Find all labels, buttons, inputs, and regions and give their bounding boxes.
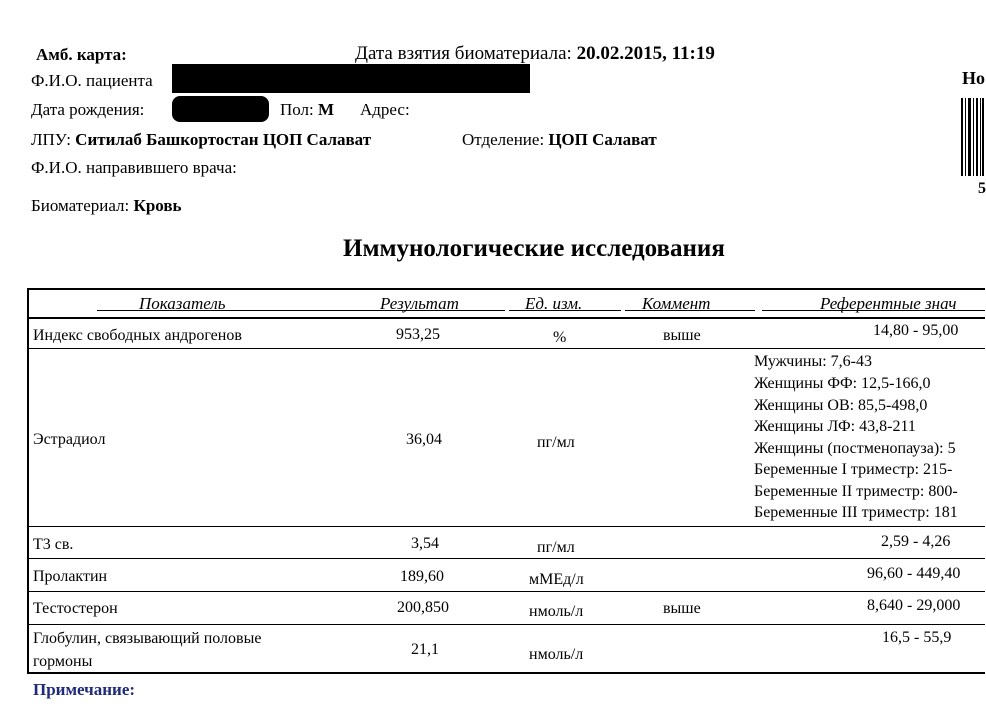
col-header-result: Результат (380, 294, 459, 313)
patient-label: Ф.И.О. пациента (31, 71, 153, 90)
sample-date-label: Дата взятия биоматериала: (355, 43, 572, 64)
row-2-result: 36,04 (406, 431, 442, 448)
biomaterial-value: Кровь (133, 196, 182, 215)
row-5-result: 200,850 (397, 599, 449, 616)
row-4-unit: мМЕд/л (529, 571, 584, 588)
department-label: Отделение: (462, 130, 545, 149)
right-edge-text: Но (962, 68, 986, 88)
row-2-reference-line: Женщины ЛФ: 43,8-211 (754, 418, 916, 435)
row-4-result: 189,60 (400, 568, 444, 585)
row-5-comment: выше (663, 600, 701, 617)
row-4-name: Пролактин (33, 568, 108, 585)
biomaterial-label: Биоматериал: (31, 196, 130, 215)
row-2-reference-line: Женщины (постменопауза): 5 (754, 440, 956, 457)
sex-label: Пол: (280, 100, 314, 119)
sample-date-value: 20.02.2015, 11:19 (576, 43, 715, 64)
row-2-reference-line: Женщины ОВ: 85,5-498,0 (754, 397, 928, 414)
col-header-unit: Ед. изм. (525, 294, 583, 313)
barcode-digit: 5 (978, 180, 986, 197)
row-2-reference-line: Беременные III триместр: 181 (754, 504, 958, 521)
row-6-name-cont: гормоны (33, 653, 93, 670)
department-value: ЦОП Салават (548, 130, 657, 149)
row-2-name: Эстрадиол (33, 431, 106, 448)
lpu-value: Ситилаб Башкортостан ЦОП Салават (75, 130, 372, 149)
address-label: Адрес: (360, 100, 410, 119)
row-2-unit: пг/мл (537, 434, 575, 451)
row-6-name: Глобулин, связывающий половые (33, 630, 262, 647)
col-header-reference: Референтные знач (820, 294, 957, 313)
row-1-name: Индекс свободных андрогенов (33, 327, 242, 344)
lpu-field (31, 131, 371, 148)
col-header-indicator: Показатель (139, 294, 226, 313)
card-label: Амб. карта: (36, 45, 127, 64)
sex-value: М (318, 100, 335, 119)
doctor-label: Ф.И.О. направившего врача: (31, 158, 237, 177)
row-6-result: 21,1 (411, 641, 439, 658)
results-table (27, 288, 985, 674)
redaction-patient-name (172, 64, 530, 93)
row-6-reference: 16,5 - 55,9 (882, 629, 952, 646)
row-1-result: 953,25 (396, 326, 440, 343)
sample-date (355, 44, 715, 63)
row-2-reference-line: Женщины ФФ: 12,5-166,0 (754, 375, 931, 392)
section-title: Иммунологические исследования (343, 235, 725, 262)
birth-label: Дата рождения: (31, 100, 145, 119)
note-label: Примечание: (33, 680, 136, 699)
department-field (462, 131, 657, 148)
row-1-comment: выше (663, 327, 701, 344)
row-5-reference: 8,640 - 29,000 (867, 597, 961, 614)
row-2-reference-line: Беременные II триместр: 800- (754, 483, 958, 500)
sex-field (280, 101, 334, 118)
row-4-reference: 96,60 - 449,40 (867, 565, 961, 582)
row-3-reference: 2,59 - 4,26 (881, 533, 951, 550)
row-5-unit: нмоль/л (529, 603, 584, 620)
row-2-reference-line: Мужчины: 7,6-43 (754, 353, 872, 370)
row-5-name: Тестостерон (33, 600, 118, 617)
lpu-label: ЛПУ: (31, 130, 71, 149)
row-1-unit: % (553, 329, 567, 346)
biomaterial-field (31, 197, 182, 214)
row-3-result: 3,54 (411, 535, 439, 552)
row-6-unit: нмоль/л (529, 646, 584, 663)
col-header-comment: Коммент (642, 294, 711, 313)
row-3-name: Т3 св. (33, 536, 74, 553)
row-3-unit: пг/мл (537, 539, 575, 556)
row-1-reference: 14,80 - 95,00 (873, 322, 959, 339)
row-2-reference-line: Беременные I триместр: 215- (754, 461, 953, 478)
barcode (961, 98, 985, 176)
redaction-birth-date (172, 96, 269, 122)
